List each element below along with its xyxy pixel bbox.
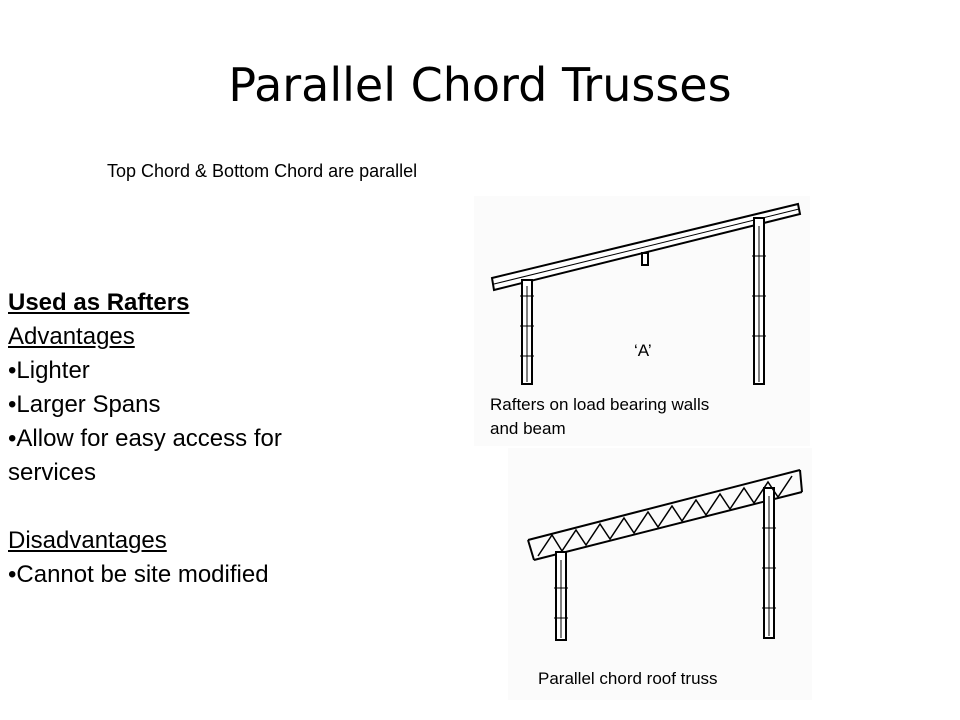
slide-title: Parallel Chord Trusses (228, 58, 732, 112)
slide-subtitle: Top Chord & Bottom Chord are parallel (107, 161, 418, 181)
rafters-figure (474, 196, 810, 446)
rafters-drawing (474, 196, 810, 446)
figure-b-caption: Parallel chord roof truss (538, 669, 718, 688)
truss-webs (538, 476, 792, 556)
advantage-item: services (8, 459, 97, 486)
center-beam (642, 253, 648, 265)
figure-a-caption-2: and beam (490, 419, 566, 438)
truss-drawing (508, 448, 812, 700)
spacer (8, 490, 398, 524)
body-text (8, 286, 398, 592)
top-chord (528, 470, 800, 540)
advantages-label: Advantages (8, 323, 135, 350)
advantage-item: •Allow for easy access for (8, 425, 282, 452)
truss-figure (508, 448, 812, 700)
advantage-item: •Larger Spans (8, 391, 161, 418)
figure-a-caption-1: Rafters on load bearing walls (490, 395, 710, 414)
bottom-chord (534, 492, 802, 560)
disadvantage-item: •Cannot be site modified (8, 561, 269, 588)
figure-a-marker: ‘A’ (634, 341, 652, 360)
rafters-heading: Used as Rafters (8, 289, 190, 316)
advantage-item: •Lighter (8, 357, 90, 384)
disadvantages-label: Disadvantages (8, 527, 167, 554)
